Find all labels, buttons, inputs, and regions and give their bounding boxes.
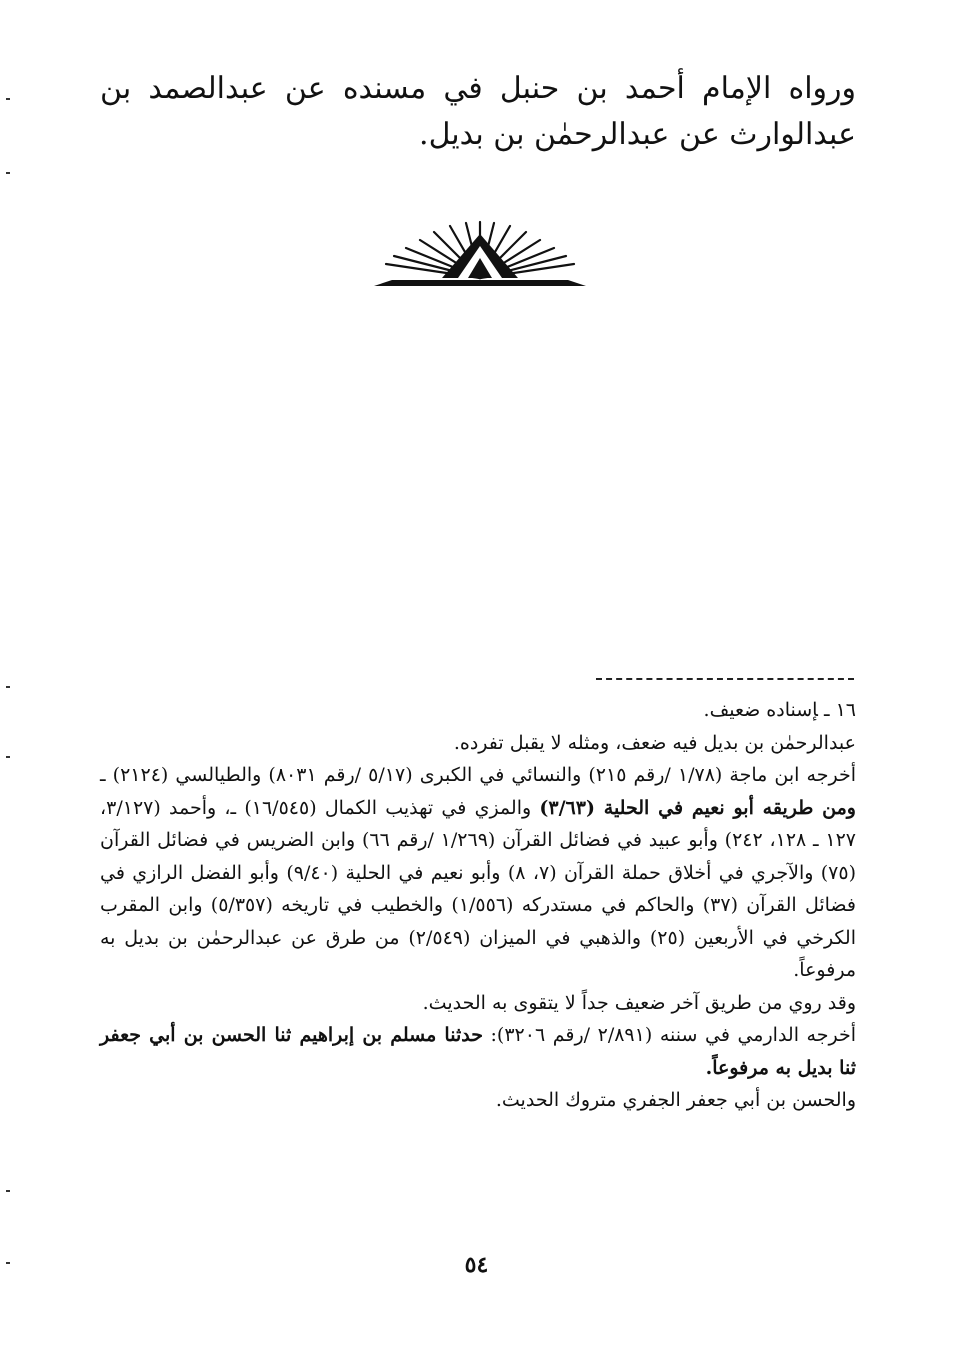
main-paragraph: ورواه الإمام أحمد بن حنبل في مسنده عن عبدالصمد بن عبدالوارث عن عبدالرحمٰن بن بديل.: [100, 71, 856, 152]
margin-mark: [6, 172, 10, 174]
takhrij-bold-text: ومن طريقه أبو نعيم في الحلية (٣/٦٣): [539, 796, 856, 819]
margin-mark: [6, 686, 10, 688]
footnote-line: عبدالرحمٰن بن بديل فيه ضعف، ومثله لا يقبل تفرده.: [453, 731, 856, 754]
footnote-separator: [596, 678, 854, 680]
takhrij-text-continued: والمزي في تهذيب الكمال (١٦/٥٤٥) ـ، وأحمد (٣/١٢٧، ١٢٧ ـ ١٢٨، ٢٤٢) وأبو عبيد في فضائل القرآن (١/٢٦٩ /رقم ٦٦) وابن الضريس في فضائل القرآن (٧٥) والآجري في أخلاق حملة القرآن (٧، ٨) وأبو نعيم في الحلية (٩/٤٠) وأبو الفضل الرازي في فضائل القرآن (٣٧) والحاكم في مستدركه (١/٥٥٦) والخطيب في تاريخه (٥/٣٥٧) وابن المقرب الكرخي في الأربعين (٢٥) والذهبي في الميزان (٢/٥٤٩) من طرق عن عبدالرحمٰن بن بديل به مرفوعاً.: [100, 796, 857, 981]
footnote-last-line: والحسن بن أبي جعفر الجفري متروك الحديث.: [495, 1089, 856, 1111]
footnote-darimi: [100, 1019, 856, 1084]
footnote-first-line: [100, 694, 856, 727]
margin-mark: [6, 756, 10, 758]
footnote-takhrij: [100, 759, 856, 987]
margin-mark: [6, 98, 10, 100]
page-number: ٥٤: [464, 1252, 489, 1278]
takhrij-text: أخرجه ابن ماجة (١/٧٨ /رقم ٢١٥) والنسائي في الكبرى (٥/١٧ /رقم ٨٠٣١) والطيالسي (٢١٢٤) ـ: [100, 764, 856, 786]
margin-mark: [6, 1190, 10, 1192]
sunburst-ornament-icon: [372, 220, 588, 290]
footnote-isnad: إسناده ضعيف.: [703, 699, 818, 721]
footnote-number: ١٦ ـ: [823, 699, 856, 721]
footnote-line: وقد روي من طريق آخر ضعيف جداً لا يتقوى به الحديث.: [422, 991, 856, 1014]
margin-mark: [6, 1262, 10, 1264]
darimi-text: أخرجه الدارمي في سننه (٢/٨٩١ /رقم ٣٢٠٦):: [482, 1024, 856, 1046]
footnotes: [100, 694, 856, 1117]
darimi-bold-text: حدثنا مسلم بن إبراهيم ثنا الحسن بن أبي جعفر ثنا بديل به مرفوعاً.: [100, 1024, 856, 1079]
